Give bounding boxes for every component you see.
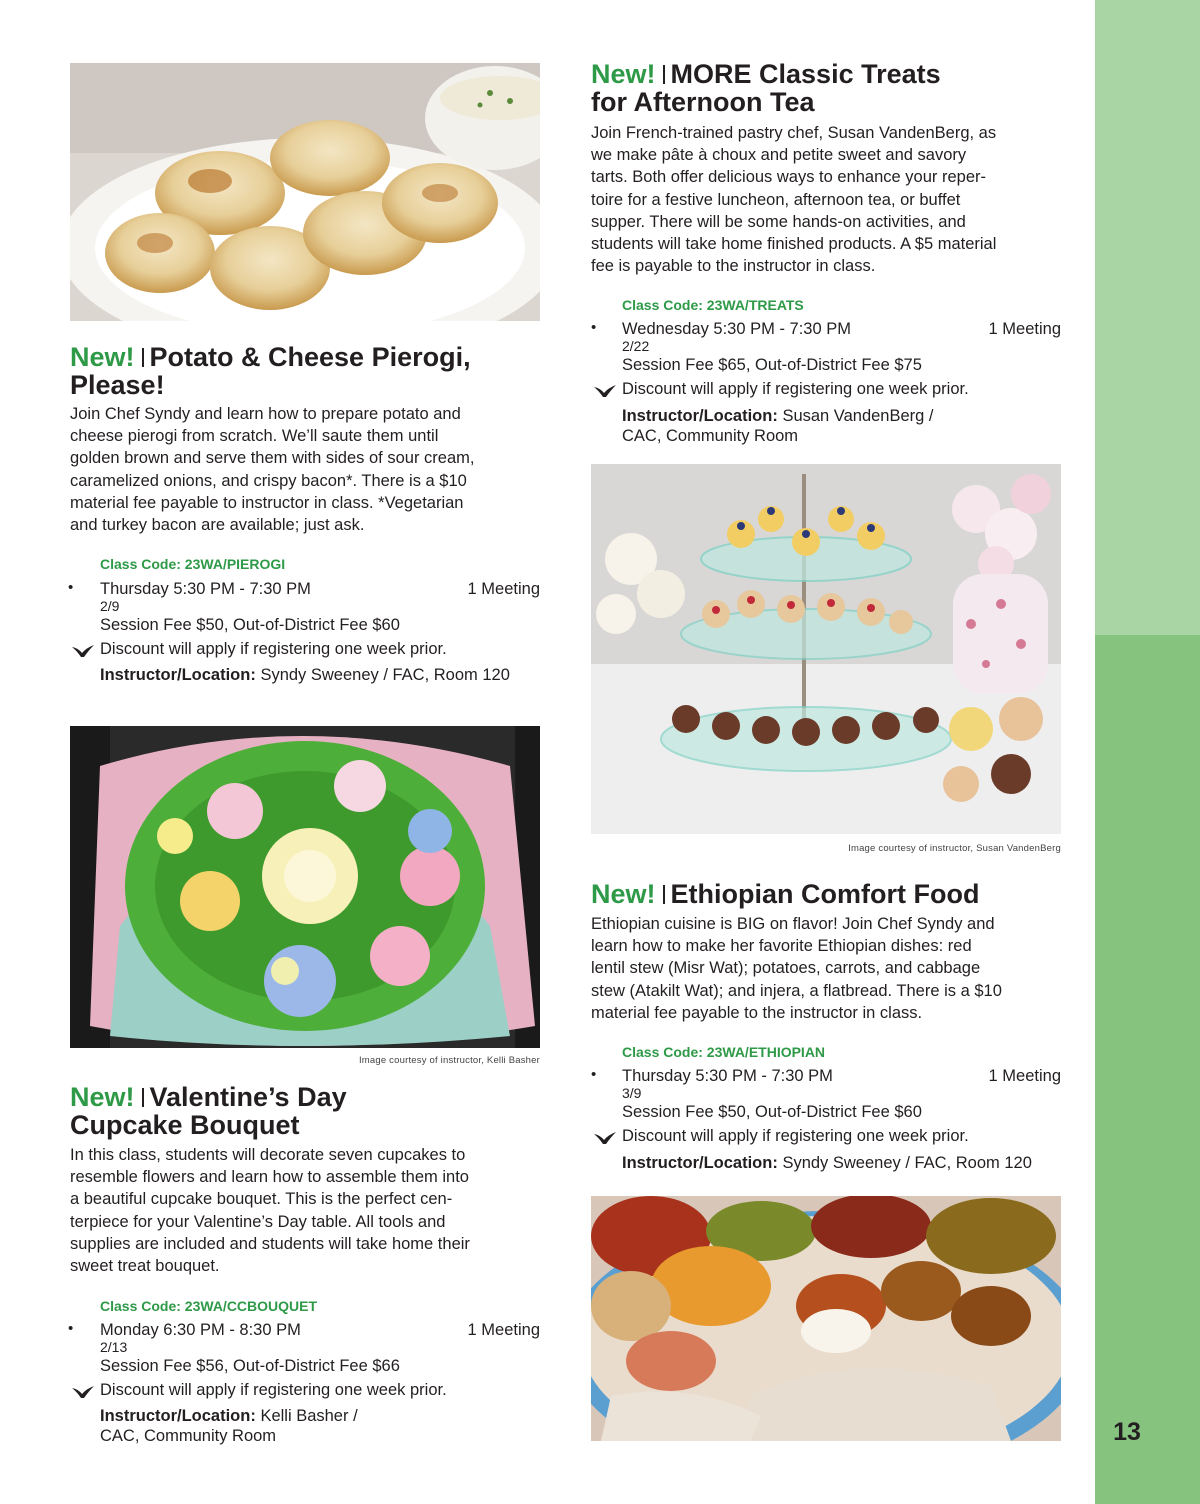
meeting-count: 1 Meeting [467, 580, 540, 598]
new-label: New! [591, 59, 656, 89]
instructor-location: Instructor/Location: Syndy Sweeney / FAC, Room 120 [622, 1154, 1032, 1172]
bullet-icon: • [591, 319, 597, 336]
bird-icon [593, 384, 617, 398]
schedule: Monday 6:30 PM - 8:30 PM [100, 1321, 301, 1339]
schedule: Wednesday 5:30 PM - 7:30 PM [622, 320, 851, 338]
class-date: 2/9 [100, 598, 120, 614]
image-caption: Image courtesy of instructor, Susan VandenBerg [848, 843, 1061, 854]
course-description-treats: Join French-trained pastry chef, Susan VandenBerg, as we make pâte à choux and petite sweet and savory tarts. Both offer delicious ways to enhance your reper- toire for a festive luncheon, afternoon tea, or buffet supper. There will be some hands-on activities, and students will take home finished products. A $5 material fee is payable to the instructor in class. [591, 124, 997, 276]
bird-icon [71, 644, 95, 658]
sidebar-band-dark [1095, 635, 1200, 1504]
bullet-icon: • [591, 1066, 597, 1083]
class-date: 2/22 [622, 338, 650, 354]
ethiopian-food-photo [591, 1196, 1061, 1441]
schedule: Thursday 5:30 PM - 7:30 PM [100, 580, 311, 598]
new-label: New! [591, 879, 656, 909]
page-number: 13 [1113, 1418, 1141, 1446]
instructor-location: Instructor/Location: Syndy Sweeney / FAC, Room 120 [100, 666, 510, 684]
tea-treats-photo [591, 464, 1061, 834]
fees: Session Fee $50, Out-of-District Fee $60 [100, 616, 400, 634]
bullet-icon: • [68, 1320, 74, 1337]
instructor-location: Instructor/Location: Kelli Basher / CAC, Community Room [100, 1407, 358, 1445]
bird-icon [71, 1385, 95, 1399]
title-line1: Ethiopian Comfort Food [670, 879, 980, 909]
class-code: Class Code: 23WA/TREATS [622, 297, 804, 313]
title-line1: Valentine’s Day [149, 1082, 347, 1112]
course-description-cupcake: In this class, students will decorate seven cupcakes to resemble flowers and learn how to assemble them into a beautiful cupcake bouquet. This is the perfect cen- terpiece for your Valentine’s Day table. All tools and supplies are included and students will take home their sweet treat bouquet. [70, 1146, 470, 1276]
course-title-pierogi [70, 343, 471, 399]
course-title-treats [591, 60, 941, 116]
cupcake-bouquet-photo [70, 726, 540, 1048]
new-label: New! [70, 342, 135, 372]
fees: Session Fee $56, Out-of-District Fee $66 [100, 1357, 400, 1375]
discount-note: Discount will apply if registering one week prior. [622, 380, 969, 398]
title-divider [142, 348, 144, 367]
discount-note: Discount will apply if registering one week prior. [100, 1381, 447, 1399]
meeting-count: 1 Meeting [467, 1321, 540, 1339]
class-date: 3/9 [622, 1085, 642, 1101]
title-divider [663, 885, 665, 904]
title-line2: Cupcake Bouquet [70, 1110, 300, 1140]
title-divider [142, 1088, 144, 1107]
title-divider [663, 65, 665, 84]
course-description-pierogi: Join Chef Syndy and learn how to prepare potato and cheese pierogi from scratch. We’ll saute them until golden brown and serve them with sides of sour cream, caramelized onions, and crispy bacon*. There is a $10 material fee payable to instructor in class. *Vegetarian and turkey bacon are available; just ask. [70, 405, 475, 535]
class-code: Class Code: 23WA/ETHIOPIAN [622, 1044, 826, 1060]
class-code: Class Code: 23WA/PIEROGI [100, 556, 286, 572]
schedule: Thursday 5:30 PM - 7:30 PM [622, 1067, 833, 1085]
meeting-count: 1 Meeting [988, 1067, 1061, 1085]
bullet-icon: • [68, 579, 74, 596]
course-title-ethiopian [591, 880, 979, 908]
meeting-count: 1 Meeting [988, 320, 1061, 338]
class-code: Class Code: 23WA/CCBOUQUET [100, 1298, 318, 1314]
discount-note: Discount will apply if registering one week prior. [100, 640, 447, 658]
title-line2: Please! [70, 370, 165, 400]
instructor-location: Instructor/Location: Susan VandenBerg / CAC, Community Room [622, 407, 934, 445]
pierogi-photo [70, 63, 540, 321]
title-line1: Potato & Cheese Pierogi, [149, 342, 471, 372]
image-caption: Image courtesy of instructor, Kelli Basher [358, 1055, 540, 1066]
discount-note: Discount will apply if registering one week prior. [622, 1127, 969, 1145]
fees: Session Fee $50, Out-of-District Fee $60 [622, 1103, 922, 1121]
course-description-ethiopian: Ethiopian cuisine is BIG on flavor! Join Chef Syndy and learn how to make her favorite Ethiopian dishes: red lentil stew (Misr Wat); potatoes, carrots, and cabbage stew (Atakilt Wat); and injera, a flatbread. There is a $10 material fee payable to the instructor in class. [591, 915, 1002, 1022]
fees: Session Fee $65, Out-of-District Fee $75 [622, 356, 922, 374]
course-title-cupcake [70, 1083, 347, 1139]
new-label: New! [70, 1082, 135, 1112]
class-date: 2/13 [100, 1339, 128, 1355]
sidebar-band-light [1095, 0, 1200, 635]
bird-icon [593, 1131, 617, 1145]
title-line2: for Afternoon Tea [591, 87, 815, 117]
title-line1: MORE Classic Treats [670, 59, 941, 89]
